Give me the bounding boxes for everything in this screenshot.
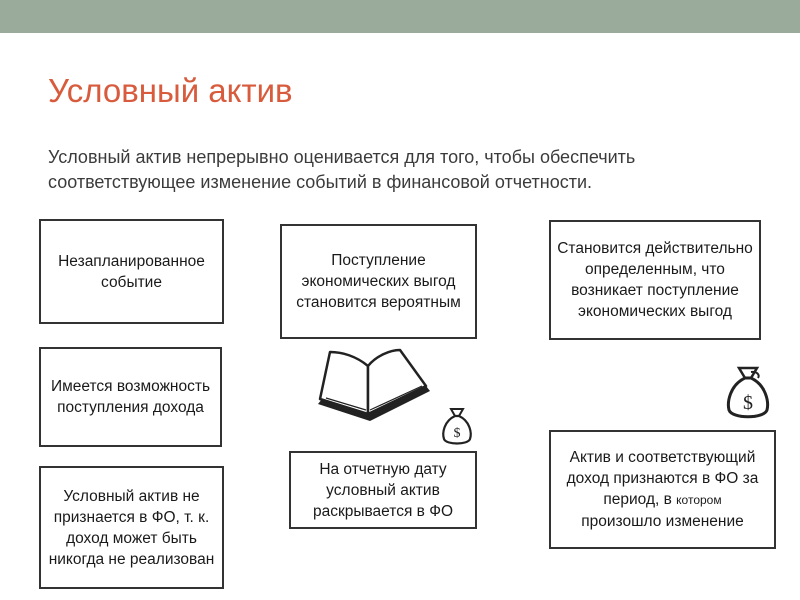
box-disclosed — [289, 451, 477, 529]
box-disclosed-text: На отчетную дату условный актив раскрывается в ФО — [312, 460, 454, 520]
slide-title: Условный актив — [48, 72, 293, 109]
box-income-possible-text: Имеется возможность поступления дохода — [50, 378, 211, 416]
box-recognized — [549, 430, 776, 549]
box-virtually-certain-text: Становится действительно определенным, что возникает поступление экономических выгод — [557, 240, 753, 320]
box-recognized-small-text: котором — [676, 493, 722, 507]
box-recognized-text: Актив и соответствующий доход признаются в ФО за период, в — [566, 449, 759, 508]
top-bar — [0, 0, 800, 33]
money-bag-large-symbol: $ — [743, 392, 753, 414]
money-bag-small-symbol: $ — [453, 426, 461, 441]
box-income-possible — [39, 347, 222, 447]
money-bag-small-icon — [440, 405, 474, 447]
slide-subtitle: Условный актив непрерывно оценивается для того, чтобы обеспечить соответствующее изменение событий в финансовой отчетности. — [48, 147, 636, 192]
box-recognized-end-text: произошло изменение — [581, 513, 744, 530]
box-virtually-certain — [549, 220, 761, 340]
box-not-recognized-text: Условный актив не признается в ФО, т. к. доход может быть никогда не реализован — [48, 487, 215, 568]
box-not-recognized — [39, 466, 224, 589]
box-unplanned-event-text: Незапланированное событие — [58, 252, 205, 291]
box-unplanned-event — [39, 219, 224, 324]
open-book-icon — [312, 346, 434, 430]
box-benefits-probable-text: Поступление экономических выгод становится вероятным — [296, 252, 461, 311]
box-recognized-content — [555, 447, 770, 532]
money-bag-large-icon — [724, 364, 772, 422]
box-benefits-probable — [280, 224, 477, 339]
